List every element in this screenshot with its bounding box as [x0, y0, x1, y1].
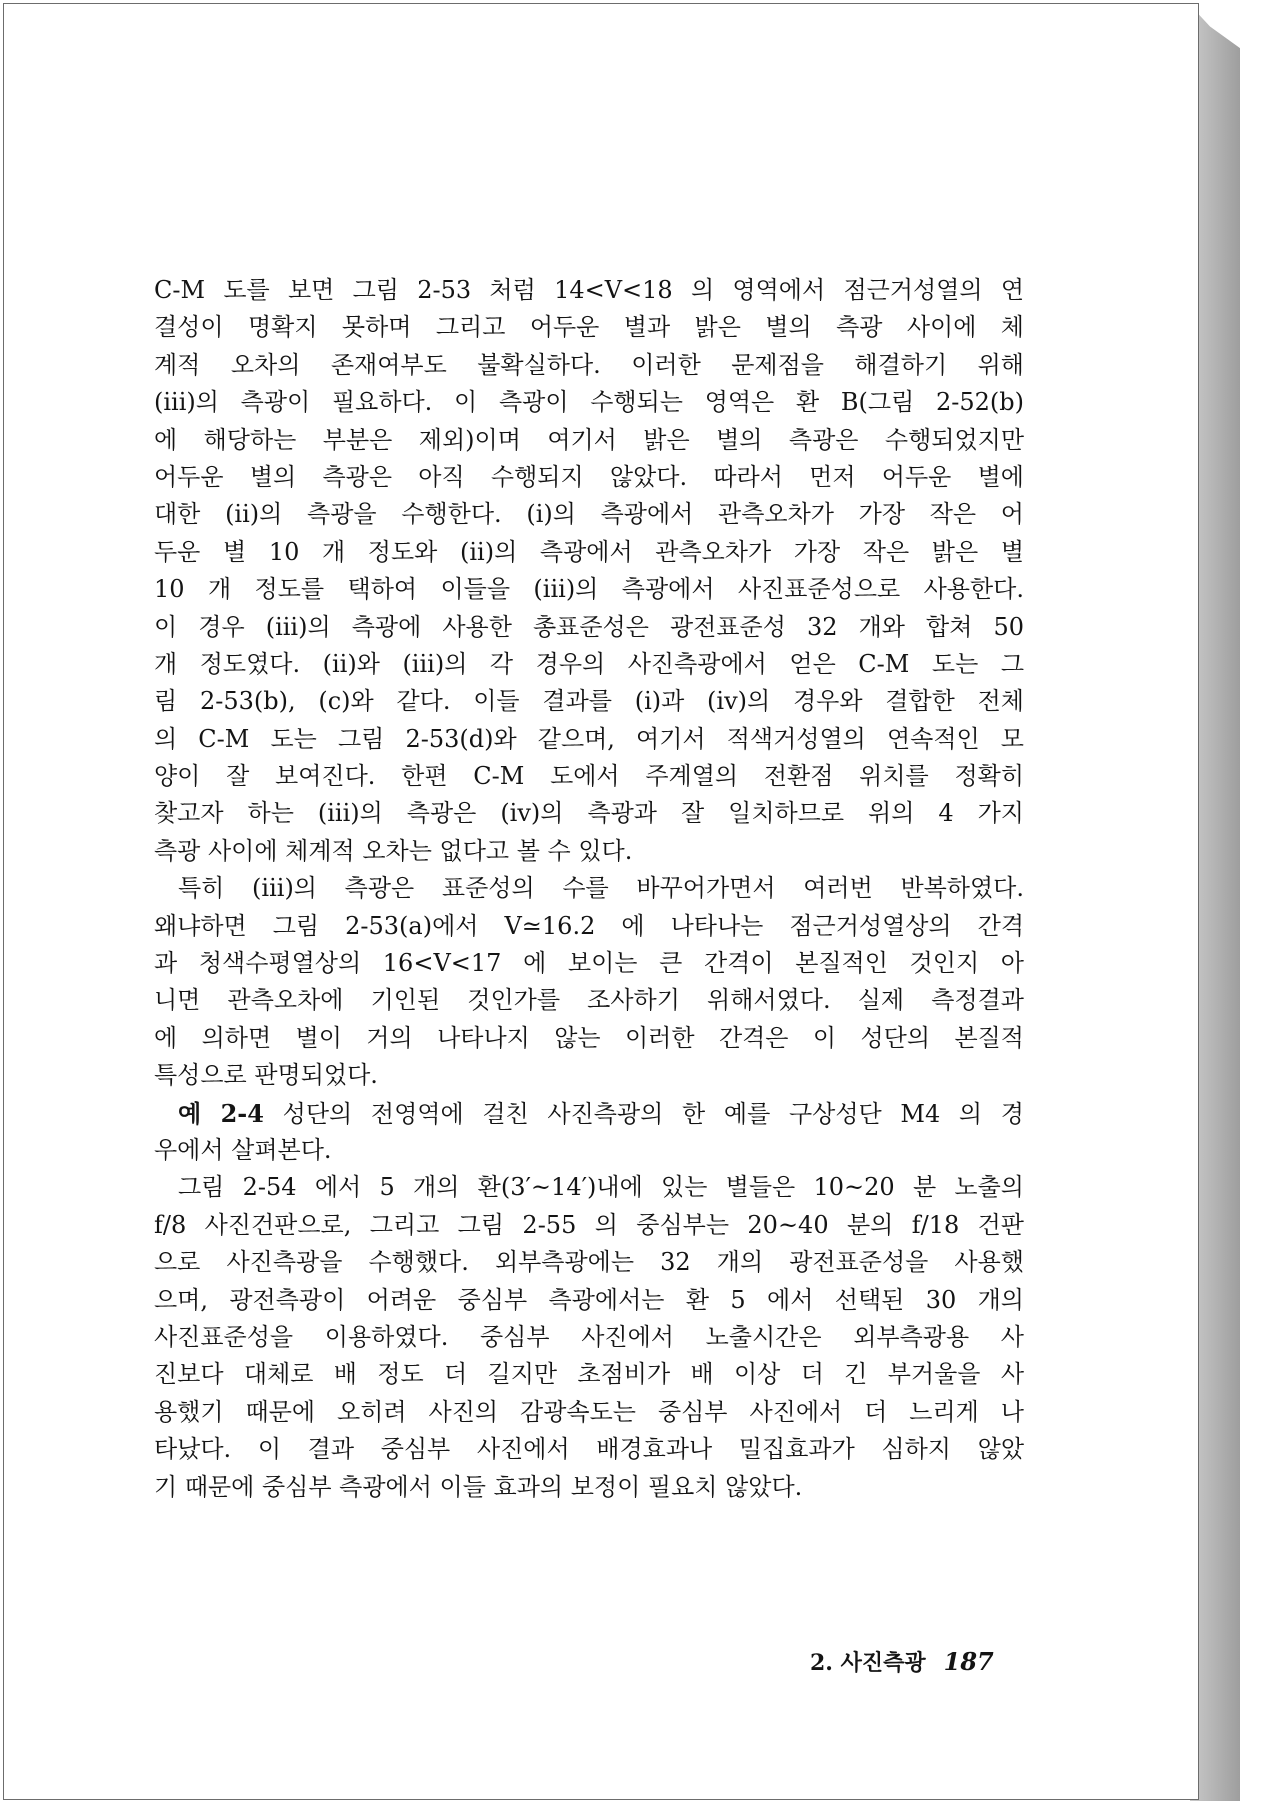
body-text — [154, 272, 1024, 1506]
text-line: 대한 (ii)의 측광을 수행한다. (i)의 측광에서 관측오차가 가장 작은 어 — [154, 500, 1024, 529]
text-line: 특히 (iii)의 측광은 표준성의 수를 바꾸어가면서 여러번 반복하였다. — [178, 874, 1024, 903]
text-line: 이 경우 (iii)의 측광에 사용한 총표준성은 광전표준성 32 개와 합쳐 50 — [154, 612, 1024, 641]
text-line: C-M 도를 보면 그림 2-53 처럼 14<V<18 의 영역에서 점근거성열의 연 — [154, 276, 1024, 304]
text-line: 사진표준성을 이용하였다. 중심부 사진에서 노출시간은 외부측광용 사 — [154, 1322, 1024, 1351]
text-line: 개 정도였다. (ii)와 (iii)의 각 경우의 사진측광에서 얻은 C-M 도는 그 — [154, 649, 1024, 678]
text-line: 찾고자 하는 (iii)의 측광은 (iv)의 측광과 잘 일치하므로 위의 4 가지 — [154, 799, 1024, 828]
text-line: 두운 별 10 개 정도와 (ii)의 측광에서 관측오차가 가장 작은 밝은 별 — [154, 537, 1024, 566]
text-line: 의 C-M 도는 그림 2-53(d)와 같으며, 여기서 적색거성열의 연속적인 모 — [154, 724, 1024, 753]
example-line — [154, 1095, 1024, 1132]
text-line: 특성으로 판명되었다. — [154, 1061, 378, 1090]
text-line: 림 2-53(b), (c)와 같다. 이들 결과를 (i)과 (iv)의 경우와 결합한 전체 — [154, 687, 1024, 716]
text-line: (iii)의 측광이 필요하다. 이 측광이 수행되는 영역은 환 B(그림 2-52(b) — [154, 388, 1024, 417]
example-label: 예 2-4 — [178, 1098, 264, 1128]
text-line: 에 의하면 별이 거의 나타나지 않는 이러한 간격은 이 성단의 본질적 — [154, 1023, 1024, 1052]
text-line: 용했기 때문에 오히려 사진의 감광속도는 중심부 사진에서 더 느리게 나 — [154, 1397, 1024, 1426]
text-segment: 성단의 전영역에 걸친 사진측광의 한 예를 구상성단 M4 의 경 — [263, 1099, 1024, 1128]
text-line: 10 개 정도를 택하여 이들을 (iii)의 측광에서 사진표준성으로 사용한다. — [154, 575, 1024, 604]
text-line: 그림 2-54 에서 5 개의 환(3′~14′)내에 있는 별들은 10~20 분 노출의 — [178, 1173, 1024, 1202]
section-title: 2. 사진측광 — [810, 1650, 926, 1676]
text-line: 결성이 명확지 못하며 그리고 어두운 별과 밝은 별의 측광 사이에 체 — [154, 313, 1024, 342]
text-line: 우에서 살펴본다. — [154, 1135, 332, 1164]
text-line: 측광 사이에 체계적 오차는 없다고 볼 수 있다. — [154, 836, 633, 865]
book-page — [3, 3, 1199, 1800]
text-line: 타났다. 이 결과 중심부 사진에서 배경효과나 밀집효과가 심하지 않았 — [154, 1435, 1024, 1464]
text-line: 니면 관측오차에 기인된 것인가를 조사하기 위해서였다. 실제 측정결과 — [154, 986, 1024, 1015]
running-footer — [810, 1646, 1010, 1677]
text-line: 양이 잘 보여진다. 한편 C-M 도에서 주계열의 전환점 위치를 정확히 — [154, 762, 1024, 791]
text-line: 에 해당하는 부분은 제외)이며 여기서 밝은 별의 측광은 수행되었지만 — [154, 425, 1024, 454]
text-line: 진보다 대체로 배 정도 더 길지만 초점비가 배 이상 더 긴 부거울을 사 — [154, 1360, 1024, 1389]
page-number: 187 — [943, 1647, 994, 1676]
text-line: f/8 사진건판으로, 그리고 그림 2-55 의 중심부는 20~40 분의 f/18 건판 — [154, 1210, 1024, 1239]
text-line: 어두운 별의 측광은 아직 수행되지 않았다. 따라서 먼저 어두운 별에 — [154, 462, 1024, 491]
text-line: 으며, 광전측광이 어려운 중심부 측광에서는 환 5 에서 선택된 30 개의 — [154, 1285, 1024, 1314]
text-line: 계적 오차의 존재여부도 불확실하다. 이러한 문제점을 해결하기 위해 — [154, 350, 1024, 379]
text-line: 으로 사진측광을 수행했다. 외부측광에는 32 개의 광전표준성을 사용했 — [154, 1248, 1024, 1277]
text-line: 기 때문에 중심부 측광에서 이들 효과의 보정이 필요치 않았다. — [154, 1472, 803, 1501]
text-line: 왜냐하면 그림 2-53(a)에서 V≃16.2 에 나타나는 점근거성열상의 간격 — [154, 911, 1024, 940]
text-line: 과 청색수평열상의 16<V<17 에 보이는 큰 간격이 본질적인 것인지 아 — [154, 949, 1024, 978]
